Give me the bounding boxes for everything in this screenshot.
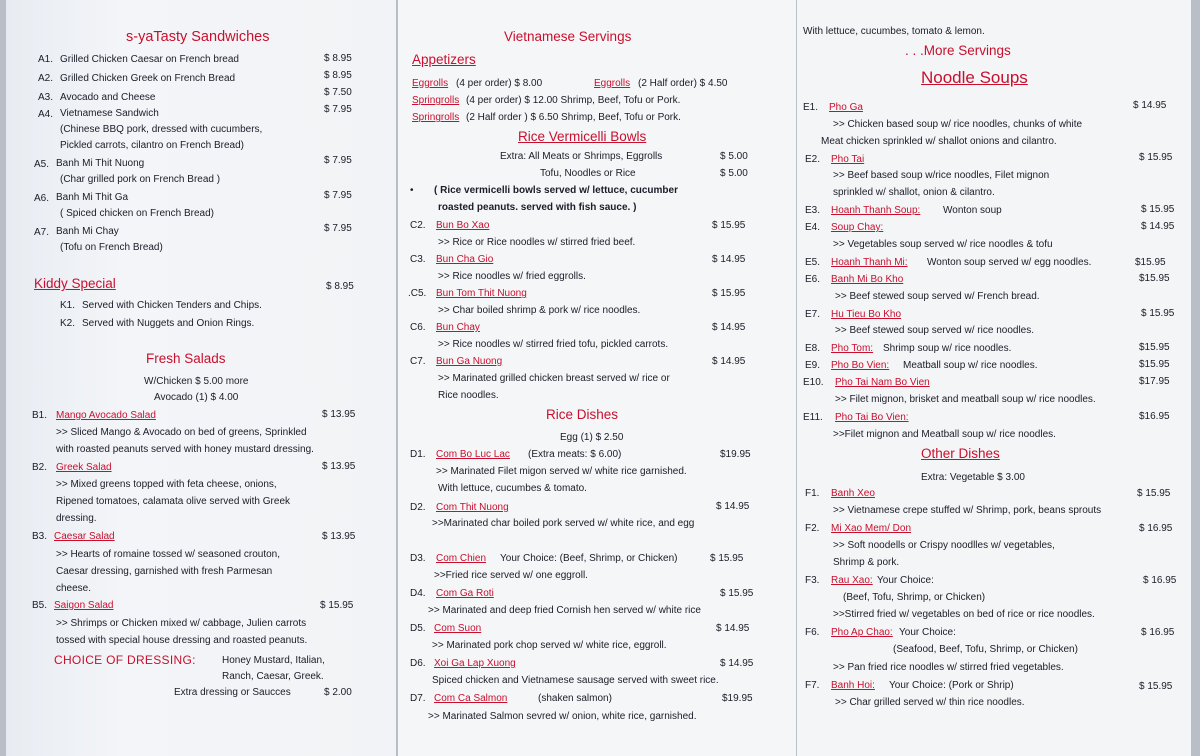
menu-item-code: D6. bbox=[410, 658, 426, 669]
menu-item-name: Banh Xeo bbox=[831, 488, 875, 499]
menu-item-description: Served with Chicken Tenders and Chips. bbox=[82, 300, 262, 311]
menu-item-code: E7. bbox=[805, 309, 821, 320]
menu-item-description: cheese. bbox=[56, 583, 92, 594]
menu-item-description: (Tofu on French Bread) bbox=[60, 242, 163, 253]
menu-item-code: D2. bbox=[410, 502, 426, 513]
appetizer-name: Springrolls bbox=[412, 95, 460, 106]
menu-item-name: Banh Mi Thit Ga bbox=[56, 192, 129, 203]
menu-item-description: >>Marinated char boiled pork served w/ white rice, and egg bbox=[432, 518, 695, 529]
menu-item-code: E2. bbox=[805, 154, 821, 165]
menu-item-description: >> Hearts of romaine tossed w/ seasoned crouton, bbox=[56, 549, 281, 560]
menu-item-code: B2. bbox=[32, 462, 48, 473]
menu-item-description: Pickled carrots, cilantro on French Bread) bbox=[60, 140, 244, 151]
menu-item-name: Xoi Ga Lap Xuong bbox=[434, 658, 516, 669]
menu-item-code: D7. bbox=[410, 693, 426, 704]
menu-item-price: $ 13.95 bbox=[322, 531, 356, 542]
menu-item-description: >> Rice noodles w/ stirred fried tofu, pickled carrots. bbox=[438, 339, 669, 350]
menu-item-name: Hu Tieu Bo Kho bbox=[831, 309, 902, 320]
menu-item-name: Com Thit Nuong bbox=[436, 502, 509, 513]
menu-item-code: D1. bbox=[410, 449, 426, 460]
menu-item-extra: Meatball soup w/ rice noodles. bbox=[903, 360, 1038, 371]
menu-item-extra: Your Choice: (Beef, Shrimp, or Chicken) bbox=[500, 553, 678, 564]
menu-item-name: Hoanh Thanh Mi: bbox=[831, 257, 908, 268]
menu-item-name: Bun Tom Thit Nuong bbox=[436, 288, 527, 299]
menu-item-price: $15.95 bbox=[1139, 273, 1170, 284]
menu-item-code: B1. bbox=[32, 410, 48, 421]
menu-item-name: Grilled Chicken Caesar on French bread bbox=[60, 54, 239, 65]
menu-item-name: Banh Mi Thit Nuong bbox=[56, 158, 145, 169]
menu-item-name: Bun Cha Gio bbox=[436, 254, 494, 265]
menu-item-name: Banh Mi Chay bbox=[56, 226, 119, 237]
dressing-options: Honey Mustard, Italian, bbox=[222, 655, 325, 666]
kiddy-price: $ 8.95 bbox=[326, 281, 354, 292]
appetizer-detail: (4 per order) $ 12.00 Shrimp, Beef, Tofu or Pork. bbox=[466, 95, 681, 106]
menu-item-name: Pho Tai bbox=[831, 154, 865, 165]
menu-item-price: $ 14.95 bbox=[716, 623, 750, 634]
menu-item-name: Com Bo Luc Lac bbox=[436, 449, 510, 460]
menu-panel-left bbox=[6, 0, 396, 756]
menu-item-description: >> Beef stewed soup served w/ French bread. bbox=[835, 291, 1040, 302]
menu-item-price: $17.95 bbox=[1139, 376, 1170, 387]
menu-item-code: B5. bbox=[32, 600, 48, 611]
menu-item-description: (Seafood, Beef, Tofu, Shrimp, or Chicken) bbox=[893, 644, 1078, 655]
section-title-vermicelli: Rice Vermicelli Bowls bbox=[518, 129, 647, 144]
menu-item-description: >> Marinated and deep fried Cornish hen served w/ white rice bbox=[428, 605, 701, 616]
vermicelli-note: roasted peanuts. served with fish sauce. ) bbox=[438, 202, 637, 213]
rice-egg-extra: Egg (1) $ 2.50 bbox=[560, 432, 624, 443]
appetizer-detail: (2 Half order ) $ 6.50 Shrimp, Beef, Tofu or Pork. bbox=[466, 112, 681, 123]
menu-item-price: $ 7.95 bbox=[324, 223, 352, 234]
menu-item-price: $ 15.95 bbox=[712, 220, 746, 231]
menu-item-description: >> Rice noodles w/ fried eggrolls. bbox=[438, 271, 586, 282]
menu-item-price: $ 13.95 bbox=[322, 461, 356, 472]
menu-item-code: E11. bbox=[803, 412, 823, 423]
menu-item-price: $ 8.95 bbox=[324, 70, 352, 81]
menu-item-name: Vietnamese Sandwich bbox=[60, 108, 159, 119]
appetizer-name: Springrolls bbox=[412, 112, 460, 123]
menu-item-name: Com Ca Salmon bbox=[434, 693, 508, 704]
menu-item-code: K2. bbox=[60, 318, 76, 329]
menu-item-price: $ 15.95 bbox=[1139, 681, 1173, 692]
menu-item-code: E1. bbox=[803, 102, 819, 113]
menu-item-description: >> Marinated grilled chicken breast served w/ rice or bbox=[438, 373, 670, 384]
section-title-vietnamese: Vietnamese Servings bbox=[504, 29, 632, 44]
appetizer-detail: (4 per order) $ 8.00 bbox=[456, 78, 543, 89]
menu-item-price: $ 16.95 bbox=[1141, 627, 1175, 638]
menu-item-price: $ 7.95 bbox=[324, 190, 352, 201]
menu-item-price: $ 16.95 bbox=[1139, 523, 1173, 534]
menu-item-description: >> Beef based soup w/rice noodles, Filet mignon bbox=[833, 170, 1050, 181]
menu-item-description: >>Fried rice served w/ one eggroll. bbox=[434, 570, 588, 581]
menu-item-price: $ 7.95 bbox=[324, 155, 352, 166]
menu-item-description: Served with Nuggets and Onion Rings. bbox=[82, 318, 255, 329]
menu-item-description: Caesar dressing, garnished with fresh Parmesan bbox=[56, 566, 273, 577]
extra-dressing: Extra dressing or Saucces bbox=[174, 687, 291, 698]
menu-item-price: $19.95 bbox=[720, 449, 751, 460]
menu-item-extra: Your Choice: bbox=[899, 627, 956, 638]
menu-item-name: Mi Xao Mem/ Don bbox=[831, 523, 912, 534]
menu-item-price: $ 14.95 bbox=[1141, 221, 1175, 232]
menu-item-price: $ 16.95 bbox=[1143, 575, 1177, 586]
menu-item-extra: Shrimp soup w/ rice noodles. bbox=[883, 343, 1012, 354]
appetizer-name: Eggrolls bbox=[594, 78, 631, 89]
menu-item-price: $19.95 bbox=[722, 693, 753, 704]
other-extra: Extra: Vegetable $ 3.00 bbox=[921, 472, 1025, 483]
menu-item-description: (Chinese BBQ pork, dressed with cucumbers, bbox=[60, 124, 263, 135]
section-title-kiddy: Kiddy Special bbox=[34, 276, 116, 291]
menu-item-code: B3. bbox=[32, 531, 48, 542]
menu-item-code: E8. bbox=[805, 343, 821, 354]
menu-item-name: Rau Xao: bbox=[831, 575, 873, 586]
menu-item-price: $ 14.95 bbox=[712, 254, 746, 265]
menu-item-code: A6. bbox=[34, 193, 50, 204]
appetizer-name: Eggrolls bbox=[412, 78, 449, 89]
menu-item-price: $ 15.95 bbox=[320, 600, 354, 611]
menu-item-name: Pho Bo Vien: bbox=[831, 360, 890, 371]
menu-item-description: >> Mixed greens topped with feta cheese, onions, bbox=[56, 479, 277, 490]
menu-item-name: Pho Tai Nam Bo Vien bbox=[835, 377, 930, 388]
menu-item-price: $ 15.95 bbox=[710, 553, 744, 564]
menu-item-code: K1. bbox=[60, 300, 76, 311]
menu-item-price: $ 15.95 bbox=[1137, 488, 1171, 499]
vermicelli-extra: Extra: All Meats or Shrimps, Eggrolls bbox=[500, 151, 663, 162]
menu-item-code: D5. bbox=[410, 623, 426, 634]
menu-item-description: ( Spiced chicken on French Bread) bbox=[60, 208, 214, 219]
menu-item-code: E10. bbox=[803, 377, 824, 388]
menu-item-name: Banh Mi Bo Kho bbox=[831, 274, 904, 285]
menu-item-name: Greek Salad bbox=[56, 462, 112, 473]
menu-item-price: $ 14.95 bbox=[712, 322, 746, 333]
menu-item-code: C3. bbox=[410, 254, 426, 265]
menu-item-code: A4. bbox=[38, 109, 54, 120]
menu-item-description: (Char grilled pork on French Bread ) bbox=[60, 174, 221, 185]
menu-item-name: Com Chien bbox=[436, 553, 487, 564]
menu-item-price: $15.95 bbox=[1139, 359, 1170, 370]
menu-panel-middle bbox=[398, 0, 796, 756]
menu-item-description: >> Soft noodells or Crispy noodlles w/ vegetables, bbox=[833, 540, 1055, 551]
section-title-noodle-soups: Noodle Soups bbox=[921, 68, 1028, 87]
menu-item-extra: (shaken salmon) bbox=[538, 693, 612, 704]
menu-item-description: >> Filet mignon, brisket and meatball soup w/ rice noodles. bbox=[835, 394, 1096, 405]
menu-item-price: $ 14.95 bbox=[716, 501, 750, 512]
dressing-options: Ranch, Caesar, Greek. bbox=[222, 671, 324, 682]
menu-item-code: E9. bbox=[805, 360, 821, 371]
menu-item-price: $ 7.95 bbox=[324, 104, 352, 115]
menu-item-name: Banh Hoi: bbox=[831, 680, 875, 691]
menu-item-description: >> Vietnamese crepe stuffed w/ Shrimp, pork, beans sprouts bbox=[833, 505, 1102, 516]
dressing-label: CHOICE OF DRESSING: bbox=[54, 653, 196, 667]
vermicelli-note: ( Rice vermicelli bowls served w/ lettuce, cucumber bbox=[434, 185, 678, 196]
section-title-rice: Rice Dishes bbox=[546, 407, 619, 422]
menu-item-price: $ 15.95 bbox=[720, 588, 754, 599]
menu-item-name: Bun Bo Xao bbox=[436, 220, 490, 231]
menu-item-code: A7. bbox=[34, 227, 50, 238]
salad-extra: Avocado (1) $ 4.00 bbox=[154, 392, 239, 403]
menu-item-code: A3. bbox=[38, 92, 54, 103]
menu-item-price: $16.95 bbox=[1139, 411, 1170, 422]
menu-item-description: Meat chicken sprinkled w/ shallot onions and cilantro. bbox=[821, 136, 1057, 147]
menu-item-description: dressing. bbox=[56, 513, 97, 524]
menu-item-code: .C5. bbox=[408, 288, 427, 299]
extra-dressing-price: $ 2.00 bbox=[324, 687, 352, 698]
more-servings-title: . . .More Servings bbox=[905, 43, 1011, 58]
menu-item-name: Avocado and Cheese bbox=[60, 92, 156, 103]
menu-item-code: F7. bbox=[805, 680, 820, 691]
menu-item-name: Pho Ap Chao: bbox=[831, 627, 893, 638]
menu-item-name: Pho Tom: bbox=[831, 343, 874, 354]
menu-item-name: Mango Avocado Salad bbox=[56, 410, 156, 421]
menu-item-code: E5. bbox=[805, 257, 821, 268]
menu-item-price: $ 14.95 bbox=[720, 658, 754, 669]
section-title-other-dishes: Other Dishes bbox=[921, 446, 1000, 461]
menu-item-name: Bun Ga Nuong bbox=[436, 356, 503, 367]
menu-item-name: Pho Tai Bo Vien: bbox=[835, 412, 909, 423]
menu-item-price: $ 15.95 bbox=[712, 288, 746, 299]
menu-item-description: >> Beef stewed soup served w/ rice noodles. bbox=[835, 325, 1035, 336]
menu-item-description: with roasted peanuts served with honey mustard dressing. bbox=[56, 444, 314, 455]
menu-item-price: $ 7.50 bbox=[324, 87, 352, 98]
vermicelli-extra-price: $ 5.00 bbox=[720, 151, 748, 162]
menu-item-price: $ 15.95 bbox=[1139, 152, 1173, 163]
menu-item-description: sprinkled w/ shallot, onion & cilantro. bbox=[833, 187, 995, 198]
menu-item-code: E3. bbox=[805, 205, 821, 216]
menu-item-code: F6. bbox=[805, 627, 820, 638]
menu-item-code: F1. bbox=[805, 488, 820, 499]
menu-item-description: tossed with special house dressing and roasted peanuts. bbox=[56, 635, 308, 646]
menu-item-price: $ 14.95 bbox=[712, 356, 746, 367]
menu-item-extra: Your Choice: (Pork or Shrip) bbox=[889, 680, 1014, 691]
menu-item-name: Saigon Salad bbox=[54, 600, 114, 611]
menu-item-code: D3. bbox=[410, 553, 426, 564]
menu-item-name: Com Ga Roti bbox=[436, 588, 494, 599]
menu-item-code: C7. bbox=[410, 356, 426, 367]
menu-item-price: $ 15.95 bbox=[1141, 204, 1175, 215]
section-title-salads: Fresh Salads bbox=[146, 351, 226, 366]
menu-item-price: $ 14.95 bbox=[1133, 100, 1167, 111]
menu-item-description: >> Marinated pork chop served w/ white rice, eggroll. bbox=[432, 640, 667, 651]
menu-item-name: Com Suon bbox=[434, 623, 482, 634]
menu-item-code: F3. bbox=[805, 575, 820, 586]
menu-item-code: A2. bbox=[38, 73, 54, 84]
menu-item-description: >> Shrimps or Chicken mixed w/ cabbage, Julien carrots bbox=[56, 618, 307, 629]
menu-item-name: Pho Ga bbox=[829, 102, 863, 113]
appetizer-detail: (2 Half order) $ 4.50 bbox=[638, 78, 728, 89]
menu-item-code: D4. bbox=[410, 588, 426, 599]
menu-item-description: >>Stirred fried w/ vegetables on bed of rice or rice noodles. bbox=[833, 609, 1095, 620]
menu-item-description: >> Chicken based soup w/ rice noodles, chunks of white bbox=[833, 119, 1083, 130]
menu-item-name: Hoanh Thanh Soup: bbox=[831, 205, 921, 216]
menu-item-code: C6. bbox=[410, 322, 426, 333]
menu-item-name: Bun Chay bbox=[436, 322, 480, 333]
top-line: With lettuce, cucumbes, tomato & lemon. bbox=[803, 26, 985, 37]
menu-item-extra: Your Choice: bbox=[877, 575, 934, 586]
menu-item-code: F2. bbox=[805, 523, 820, 534]
menu-item-description: (Beef, Tofu, Shrimp, or Chicken) bbox=[843, 592, 986, 603]
bullet-dot: • bbox=[410, 185, 414, 196]
menu-item-code: E6. bbox=[805, 274, 821, 285]
menu-item-description: >> Char grilled served w/ thin rice noodles. bbox=[835, 697, 1025, 708]
menu-item-description: >> Rice or Rice noodles w/ stirred fried beef. bbox=[438, 237, 636, 248]
menu-item-description: Ripened tomatoes, calamata olive served with Greek bbox=[56, 496, 291, 507]
menu-item-price: $ 15.95 bbox=[1141, 308, 1175, 319]
menu-item-description: With lettuce, cucumbes & tomato. bbox=[438, 483, 587, 494]
menu-item-name: Grilled Chicken Greek on French Bread bbox=[60, 73, 236, 84]
menu-item-name: Caesar Salad bbox=[54, 531, 115, 542]
menu-item-price: $15.95 bbox=[1135, 257, 1166, 268]
menu-item-name: Soup Chay: bbox=[831, 222, 884, 233]
menu-item-price: $ 13.95 bbox=[322, 409, 356, 420]
section-title-appetizers: Appetizers bbox=[412, 52, 476, 67]
menu-item-description: Shrimp & pork. bbox=[833, 557, 900, 568]
vermicelli-extra-price: $ 5.00 bbox=[720, 168, 748, 179]
menu-item-price: $15.95 bbox=[1139, 342, 1170, 353]
menu-item-price: $ 8.95 bbox=[324, 53, 352, 64]
menu-item-code: A5. bbox=[34, 159, 50, 170]
menu-item-description: >> Vegetables soup served w/ rice noodles & tofu bbox=[833, 239, 1053, 250]
menu-item-description: >> Sliced Mango & Avocado on bed of greens, Sprinkled bbox=[56, 427, 307, 438]
section-title-sandwiches: s-yaTasty Sandwiches bbox=[126, 29, 270, 45]
menu-item-code: A1. bbox=[38, 54, 54, 65]
menu-item-description: >> Char boiled shrimp & pork w/ rice noodles. bbox=[438, 305, 641, 316]
menu-item-code: C2. bbox=[410, 220, 426, 231]
vermicelli-extra: Tofu, Noodles or Rice bbox=[540, 168, 636, 179]
menu-item-description: Rice noodles. bbox=[438, 390, 499, 401]
menu-item-extra: Wonton soup served w/ egg noodles. bbox=[927, 257, 1092, 268]
menu-item-description: >>Filet mignon and Meatball soup w/ rice noodles. bbox=[833, 429, 1056, 440]
menu-item-code: E4. bbox=[805, 222, 821, 233]
menu-item-description: Spiced chicken and Vietnamese sausage served with sweet rice. bbox=[432, 675, 719, 686]
menu-item-extra: (Extra meats: $ 6.00) bbox=[528, 449, 622, 460]
menu-panel-right bbox=[797, 0, 1191, 756]
menu-item-description: >> Pan fried rice noodles w/ stirred fried vegetables. bbox=[833, 662, 1064, 673]
salad-extra: W/Chicken $ 5.00 more bbox=[144, 376, 249, 387]
menu-item-description: >> Marinated Filet migon served w/ white rice garnished. bbox=[436, 466, 687, 477]
menu-item-extra: Wonton soup bbox=[943, 205, 1002, 216]
menu-item-description: >> Marinated Salmon sevred w/ onion, white rice, garnished. bbox=[428, 711, 697, 722]
